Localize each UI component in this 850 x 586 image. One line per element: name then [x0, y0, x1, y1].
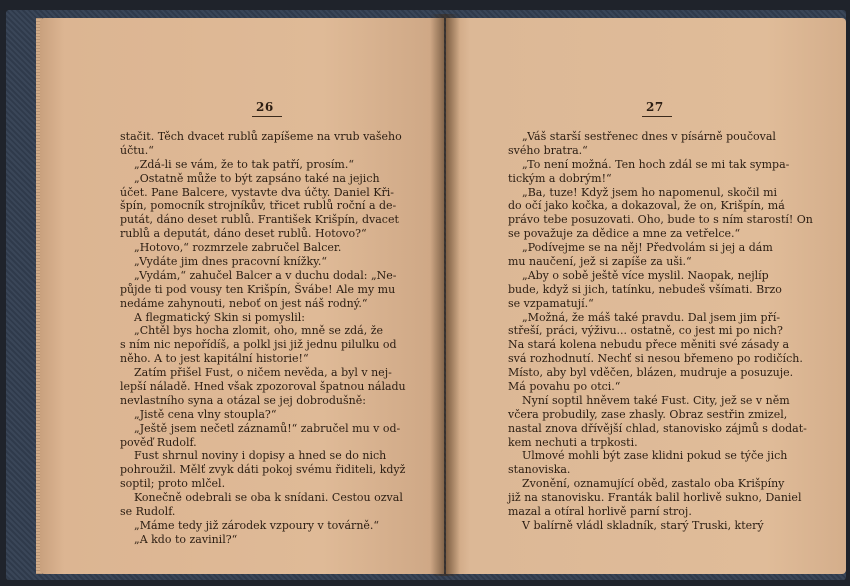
- text-line: se vzpamatují.“: [508, 296, 594, 310]
- text-line: „Hotovo,“ rozmrzele zabručel Balcer.: [134, 241, 342, 255]
- text-line: „Chtěl bys hocha zlomit, oho, mně se zdá, že: [134, 324, 384, 338]
- text-line: stačit. Těch dvacet rublů zapíšeme na vrub vašeho: [120, 130, 402, 143]
- text-line: „Vydáte jim dnes pracovní knížky.“: [134, 255, 328, 269]
- text-line: střeší, práci, výživu... ostatně, co jest mi po nich?: [508, 324, 783, 338]
- text-line: Místo, aby byl vděčen, blázen, mudruje a posuzuje.: [508, 366, 794, 380]
- text-line: tickým a dobrým!“: [508, 171, 612, 185]
- text-line: Má povahu po otci.“: [508, 380, 621, 394]
- text-line: do očí jako kočka, a dokazoval, že on, Krišpín, má: [508, 199, 785, 213]
- text-line: kem nechuti a trpkosti.: [508, 435, 638, 449]
- text-line: Zvonění, oznamující oběd, zastalo oba Krišpíny: [522, 477, 785, 491]
- text-line: „Možná, že máš také pravdu. Dal jsem jim pří-: [522, 310, 781, 324]
- text-line: Na stará kolena nebudu přece měniti své zásady a: [508, 338, 790, 352]
- text-line: se považuje za dědice a mne za vetřelce.“: [508, 227, 741, 241]
- text-line: „Jistě cena vlny stoupla?“: [134, 407, 277, 421]
- text-line: „A kdo to zavinil?“: [134, 532, 238, 546]
- text-line: nevlastního syna a otázal se jej dobrodušně:: [120, 393, 366, 407]
- text-line: účtu.“: [120, 143, 154, 157]
- text-line: pohroužil. Mělť zvyk dáti pokoj svému řiditeli, když: [120, 463, 406, 477]
- text-line: „Aby o sobě ještě více myslil. Naopak, nejlíp: [522, 268, 769, 282]
- left-page-text: [120, 130, 444, 547]
- text-line: mu naučení, jež si zapíše za uši.“: [508, 255, 692, 269]
- right-page-number-rule: [642, 116, 672, 117]
- text-line: svá rozhodnutí. Nechť si nesou břemeno po rodičích.: [508, 352, 803, 366]
- text-line: se Rudolf.: [120, 505, 176, 519]
- text-line: „To není možná. Ten hoch zdál se mi tak sympa-: [522, 157, 790, 171]
- text-line: Nyní soptil hněvem také Fust. City, jež se v něm: [522, 393, 790, 407]
- left-page-number-rule: [252, 116, 282, 117]
- text-line: s ním nic nepořídíš, a polkl jsi již jednu pilulku od: [120, 338, 397, 352]
- text-line: „Váš starší sestřenec dnes v písárně poučoval: [522, 130, 776, 143]
- text-line: Zatím přišel Fust, o ničem nevěda, a byl v nej-: [134, 366, 392, 380]
- text-line: něho. A to jest kapitální historie!“: [120, 352, 309, 366]
- text-line: mazal a otíral horlivě parní stroj.: [508, 505, 692, 519]
- right-page-text: [508, 130, 813, 533]
- text-line: „Máme tedy již zárodek vzpoury v továrně.“: [134, 518, 380, 532]
- text-line: rublů a deputát, dáno deset rublů. Hotovo?“: [120, 227, 367, 241]
- text-line: půjde ti pod vousy ten Krišpín, Švábe! Ale my mu: [120, 282, 396, 296]
- right-page: [446, 18, 846, 574]
- text-line: lepší náladě. Hned však zpozoroval špatnou náladu: [120, 380, 406, 394]
- text-line: včera probudily, zase zhasly. Obraz sestřin zmizel,: [508, 407, 788, 421]
- text-line: bude, když si jich, tatínku, nebudeš všímati. Brzo: [508, 282, 782, 296]
- text-line: „Ostatně může to být zapsáno také na jejich: [134, 171, 380, 185]
- text-line: Fust shrnul noviny i dopisy a hned se do nich: [134, 449, 387, 463]
- text-line: „Zdá-li se vám, že to tak patří, prosím.“: [134, 157, 354, 171]
- text-line: Ulmové mohli být zase klidni pokud se týče jich: [522, 449, 788, 463]
- text-line: svého bratra.“: [508, 143, 588, 157]
- text-line: putát, dáno deset rublů. František Krišpín, dvacet: [120, 213, 399, 227]
- text-line: „Podívejme se na něj! Předvolám si jej a dám: [522, 241, 773, 255]
- text-line: právo tebe posuzovati. Oho, bude to s ním starostí! On: [508, 213, 813, 227]
- text-line: pověď Rudolf.: [120, 435, 197, 449]
- text-line: „Vydám,“ zahučel Balcer a v duchu dodal: „Ne-: [134, 268, 397, 282]
- text-line: špín, pomocník strojníkův, třicet rublů roční a de-: [120, 199, 397, 213]
- text-line: nedáme zahynouti, neboť on jest náš rodný.“: [120, 296, 368, 310]
- book-gutter: [430, 14, 460, 576]
- text-line: Konečně odebrali se oba k snídani. Cestou ozval: [134, 491, 403, 505]
- text-line: „Ještě jsem nečetl záznamů!“ zabručel mu v od-: [134, 421, 401, 435]
- text-line: A flegmatický Skin si pomyslil:: [134, 310, 305, 324]
- text-line: stanoviska.: [508, 463, 571, 477]
- text-line: již na stanovisku. Franták balil horlivě sukno, Daniel: [508, 491, 802, 505]
- text-line: nastal znova dřívější chlad, stanovisko zájmů s dodat-: [508, 421, 807, 435]
- text-line: „Ba, tuze! Když jsem ho napomenul, skočil mi: [522, 185, 778, 199]
- left-page-number: 26: [256, 100, 274, 114]
- text-line: V balírně vládl skladník, starý Truski, který: [522, 518, 764, 532]
- text-line: účet. Pane Balcere, vystavte dva účty. Daniel Kři-: [120, 185, 394, 199]
- left-page: [40, 18, 444, 574]
- text-line: soptil; proto mlčel.: [120, 477, 226, 491]
- right-page-number: 27: [646, 100, 664, 114]
